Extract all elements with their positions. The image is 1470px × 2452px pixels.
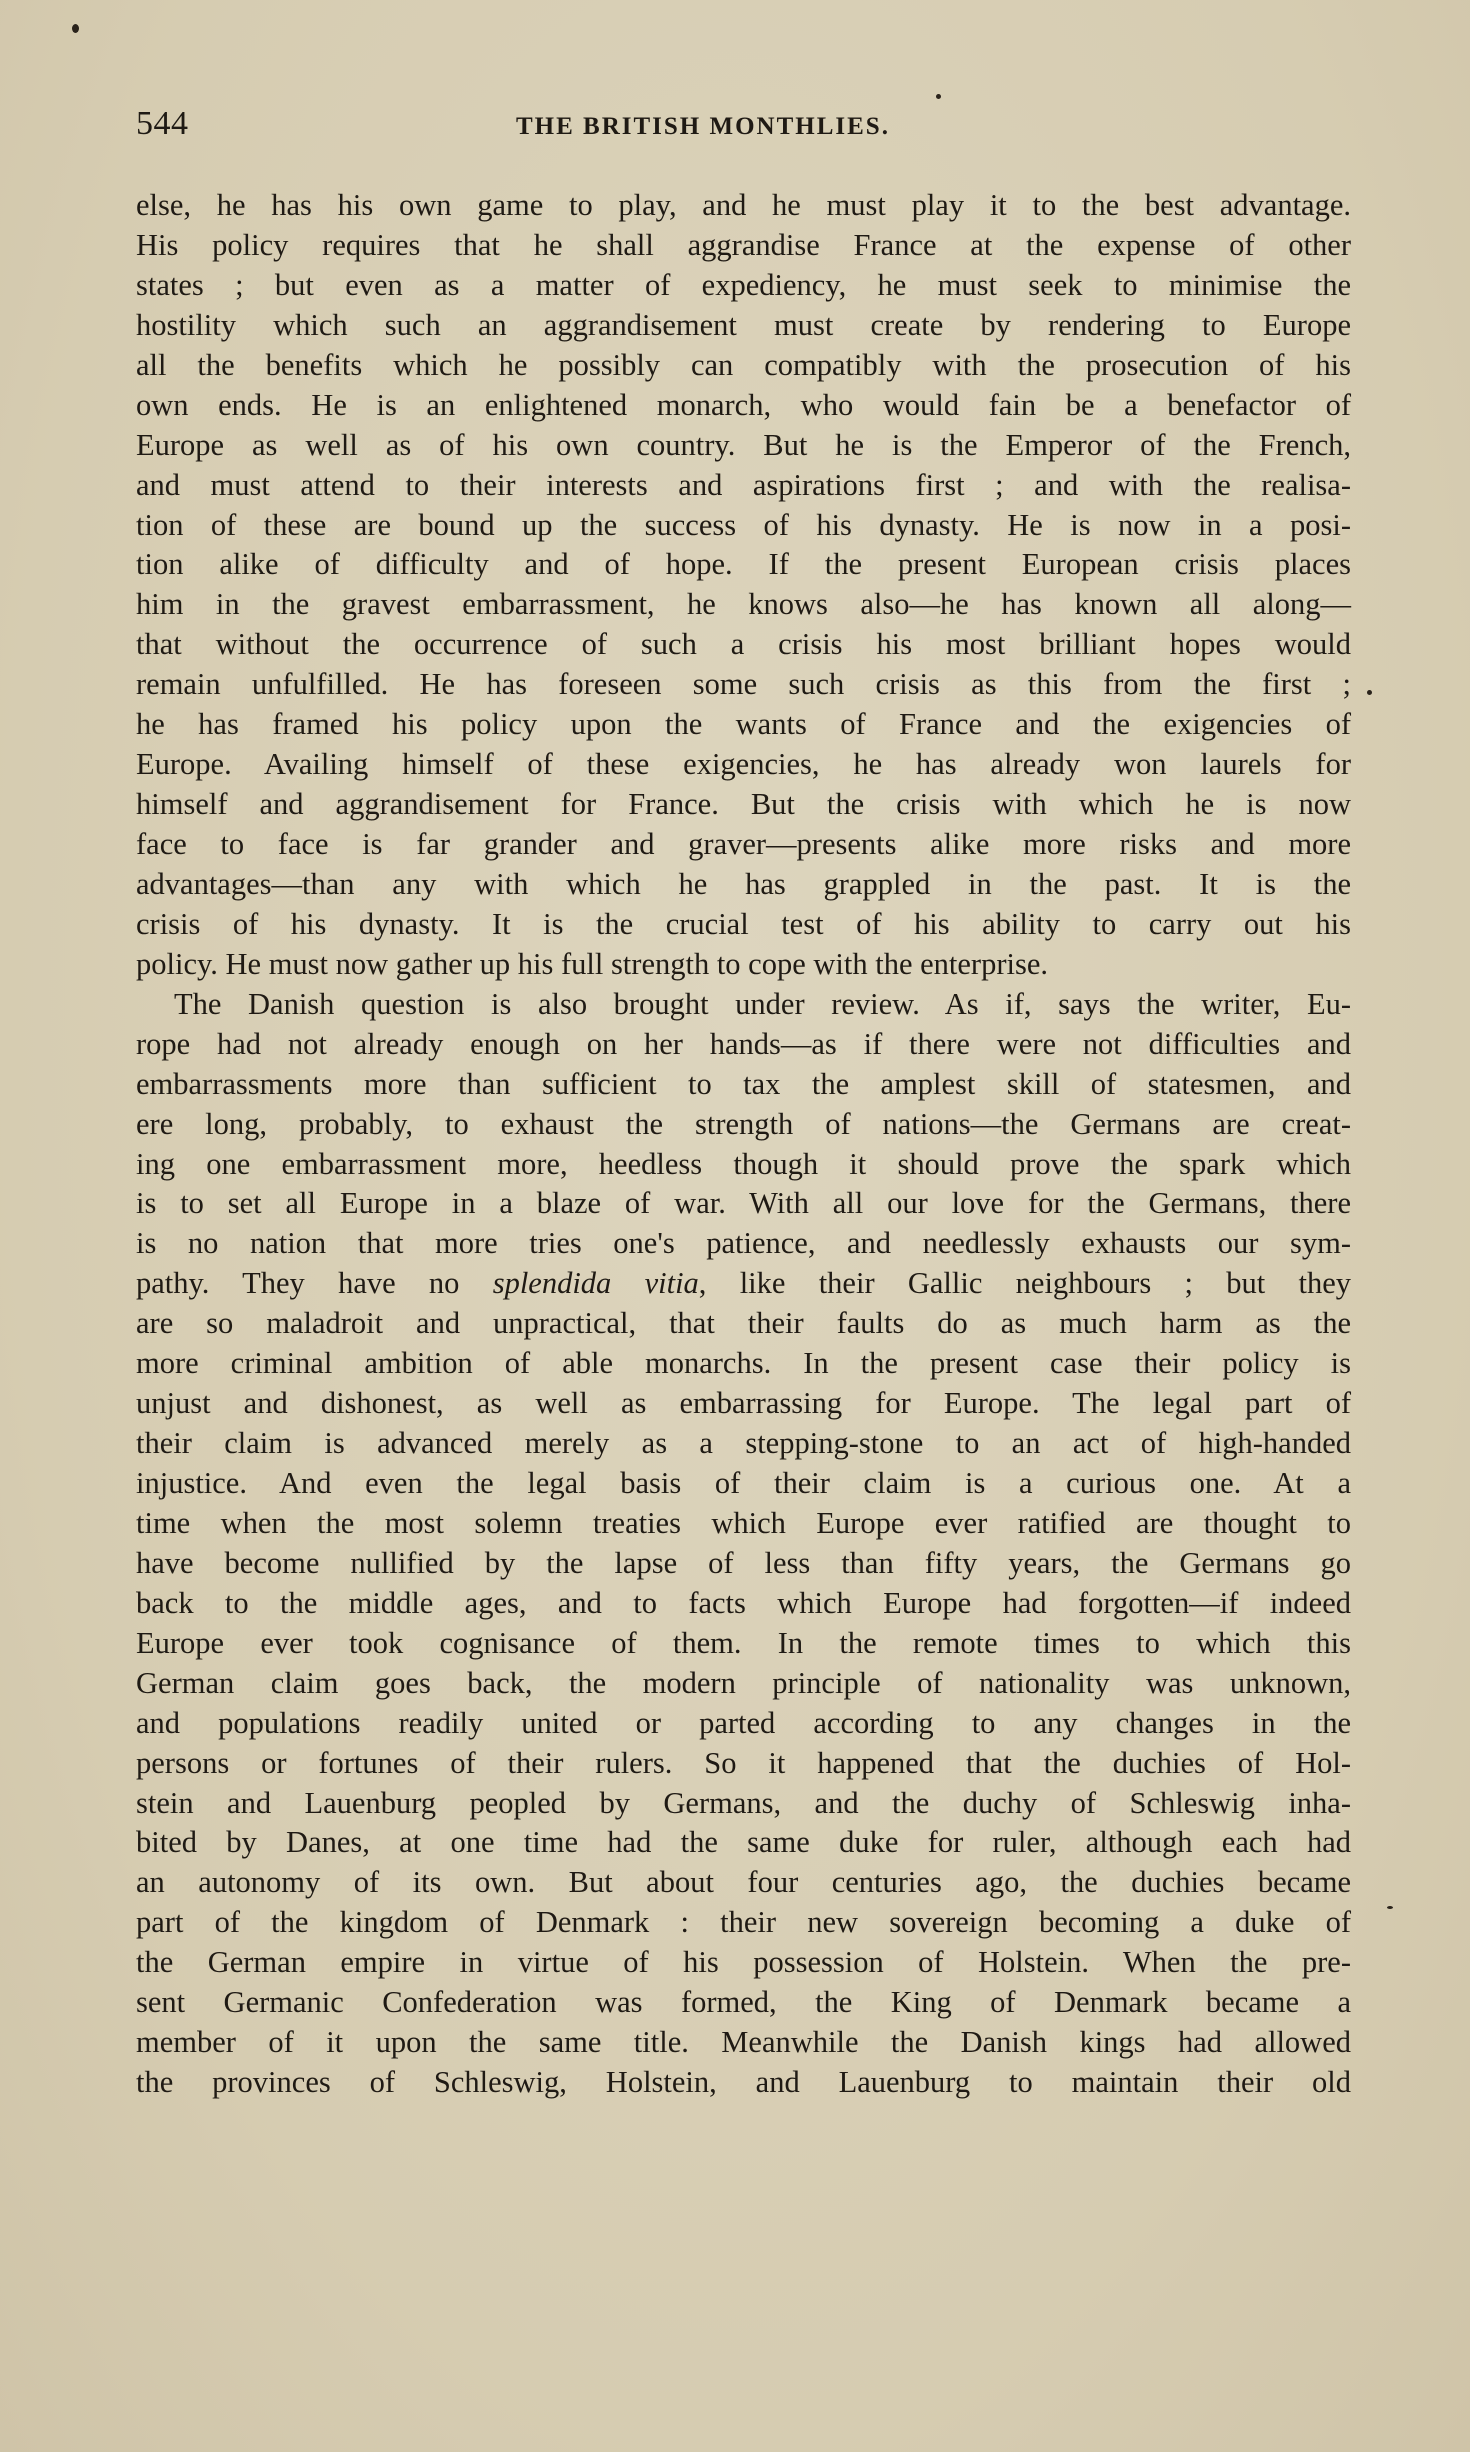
text-line — [136, 1424, 1351, 1464]
text-line — [136, 1105, 1351, 1145]
body-text — [136, 186, 1351, 2103]
text-line — [136, 1863, 1351, 1903]
text-segment: bited by Danes, at one time had the same duke for ruler, although each had — [136, 1825, 1351, 1860]
text-segment: part of the kingdom of Denmark : their new sovereign becoming a duke of — [136, 1905, 1351, 1940]
text-line — [136, 665, 1351, 705]
text-segment: hostility which such an aggrandisement must create by rendering to Europe — [136, 307, 1351, 342]
ink-speck — [1367, 690, 1372, 695]
text-segment: Europe. Availing himself of these exigencies, he has already won laurels for — [136, 747, 1351, 782]
text-segment: time when the most solemn treaties which Europe ever ratified are thought to — [136, 1505, 1351, 1540]
text-segment: an autonomy of its own. But about four centuries ago, the duchies became — [136, 1865, 1351, 1900]
text-segment: His policy requires that he shall aggrandise France at the expense of other — [136, 227, 1351, 262]
text-line — [136, 1584, 1351, 1624]
text-line — [136, 1304, 1351, 1344]
text-segment: else, he has his own game to play, and he must play it to the best advantage. — [136, 188, 1351, 222]
text-line — [136, 1823, 1351, 1863]
text-segment: face to face is far grander and graver—presents alike more risks and more — [136, 827, 1351, 861]
text-line — [136, 1464, 1351, 1504]
text-segment: are so maladroit and unpractical, that their faults do as much harm as the — [136, 1306, 1351, 1341]
text-line — [136, 865, 1351, 905]
text-segment: German claim goes back, the modern principle of nationality was unknown, — [136, 1665, 1351, 1700]
text-line — [136, 905, 1351, 945]
text-line — [136, 1184, 1351, 1224]
text-line — [136, 705, 1351, 745]
running-title: THE BRITISH MONTHLIES. — [516, 113, 890, 140]
text-segment: remain unfulfilled. He has foreseen some such crisis as this from the first ; — [136, 667, 1351, 702]
text-segment: more criminal ambition of able monarchs. In the present case their policy is — [136, 1346, 1351, 1381]
text-segment: all the benefits which he possibly can compatibly with the prosecution of his — [136, 347, 1351, 382]
text-line — [136, 1384, 1351, 1424]
text-segment: himself and aggrandisement for France. But the crisis with which he is now — [136, 787, 1351, 822]
text-segment: tion of these are bound up the success of his dynasty. He is now in a posi- — [136, 507, 1351, 542]
text-segment: pathy. They have no — [136, 1266, 493, 1301]
text-segment: is no nation that more tries one's patience, and needlessly exhausts our sym- — [136, 1226, 1351, 1261]
text-line — [136, 1145, 1351, 1185]
text-segment: member of it upon the same title. Meanwhile the Danish kings had allowed — [136, 2025, 1351, 2060]
text-line — [136, 1903, 1351, 1943]
text-line — [136, 945, 1351, 985]
text-segment: The Danish question is also brought under review. As if, says the writer, Eu- — [174, 986, 1351, 1021]
text-segment: him in the gravest embarrassment, he knows also—he has known all along— — [136, 587, 1351, 622]
text-segment: and populations readily united or parted according to any changes in the — [136, 1705, 1351, 1740]
text-line — [136, 1943, 1351, 1983]
text-segment: rope had not already enough on her hands—as if there were not difficulties and — [136, 1026, 1351, 1061]
text-line — [136, 745, 1351, 785]
text-line — [136, 625, 1351, 665]
text-line — [136, 1744, 1351, 1784]
page-number: 544 — [136, 105, 189, 142]
ink-speck — [72, 24, 79, 33]
italic-phrase: splendida vitia — [492, 1266, 699, 1301]
text-line — [136, 506, 1351, 546]
text-line — [136, 825, 1351, 865]
text-segment: and must attend to their interests and aspirations first ; and with the realisa- — [136, 467, 1351, 502]
text-line — [136, 2063, 1351, 2103]
text-line — [136, 1025, 1351, 1065]
text-line — [136, 266, 1351, 306]
text-segment: injustice. And even the legal basis of their claim is a curious one. At a — [136, 1466, 1351, 1500]
text-segment: unjust and dishonest, as well as embarrassing for Europe. The legal part of — [136, 1386, 1351, 1421]
text-line — [136, 785, 1351, 825]
text-segment: states ; but even as a matter of expediency, he must seek to minimise the — [136, 267, 1351, 302]
text-segment: ing one embarrassment more, heedless though it should prove the spark which — [136, 1146, 1351, 1181]
text-line — [136, 1544, 1351, 1584]
text-segment: persons or fortunes of their rulers. So it happened that the duchies of Hol- — [136, 1745, 1351, 1780]
text-line — [136, 426, 1351, 466]
text-line — [136, 306, 1351, 346]
text-segment: sent Germanic Confederation was formed, the King of Denmark became a — [136, 1985, 1351, 2020]
text-line — [136, 585, 1351, 625]
text-line — [136, 545, 1351, 585]
text-segment: stein and Lauenburg peopled by Germans, and the duchy of Schleswig inha- — [136, 1785, 1351, 1820]
text-segment: back to the middle ages, and to facts which Europe had forgotten—if indeed — [136, 1585, 1351, 1620]
text-line — [136, 186, 1351, 226]
text-segment: Europe as well as of his own country. But he is the Emperor of the French, — [136, 427, 1351, 462]
text-line — [136, 1504, 1351, 1544]
ink-speck — [1387, 1906, 1393, 1909]
text-segment: crisis of his dynasty. It is the crucial test of his ability to carry out his — [136, 906, 1351, 941]
text-line — [136, 1264, 1351, 1304]
text-segment: ere long, probably, to exhaust the strength of nations—the Germans are creat- — [136, 1106, 1351, 1141]
text-line — [136, 1983, 1351, 2023]
text-segment: he has framed his policy upon the wants of France and the exigencies of — [136, 707, 1351, 742]
text-segment: tion alike of difficulty and of hope. If the present European crisis places — [136, 547, 1351, 582]
text-line — [136, 1704, 1351, 1744]
text-segment: , like their Gallic neighbours ; but they — [698, 1266, 1351, 1301]
text-line — [136, 1344, 1351, 1384]
text-segment: their claim is advanced merely as a stepping-stone to an act of high-handed — [136, 1426, 1351, 1461]
text-line — [136, 1664, 1351, 1704]
text-line — [136, 346, 1351, 386]
ink-speck — [936, 94, 941, 99]
page-header — [136, 105, 1351, 155]
text-line — [136, 2023, 1351, 2063]
text-line — [136, 1065, 1351, 1105]
text-segment: own ends. He is an enlightened monarch, who would fain be a benefactor of — [136, 387, 1351, 422]
text-line — [136, 1224, 1351, 1264]
text-line — [136, 386, 1351, 426]
text-segment: is to set all Europe in a blaze of war. With all our love for the Germans, there — [136, 1186, 1351, 1221]
text-line — [136, 226, 1351, 266]
text-segment: have become nullified by the lapse of less than fifty years, the Germans go — [136, 1545, 1351, 1580]
text-segment: that without the occurrence of such a crisis his most brilliant hopes would — [136, 627, 1351, 662]
text-line — [136, 466, 1351, 506]
text-segment: the provinces of Schleswig, Holstein, and Lauenburg to maintain their old — [136, 2065, 1351, 2100]
text-line — [136, 1784, 1351, 1824]
text-segment: embarrassments more than sufficient to tax the amplest skill of statesmen, and — [136, 1066, 1351, 1101]
text-segment: advantages—than any with which he has grappled in the past. It is the — [136, 866, 1351, 901]
text-segment: policy. He must now gather up his full strength to cope with the enterprise. — [136, 946, 1048, 981]
text-segment: the German empire in virtue of his possession of Holstein. When the pre- — [136, 1945, 1351, 1980]
text-line — [136, 1624, 1351, 1664]
text-line — [136, 985, 1351, 1025]
text-segment: Europe ever took cognisance of them. In the remote times to which this — [136, 1625, 1351, 1660]
